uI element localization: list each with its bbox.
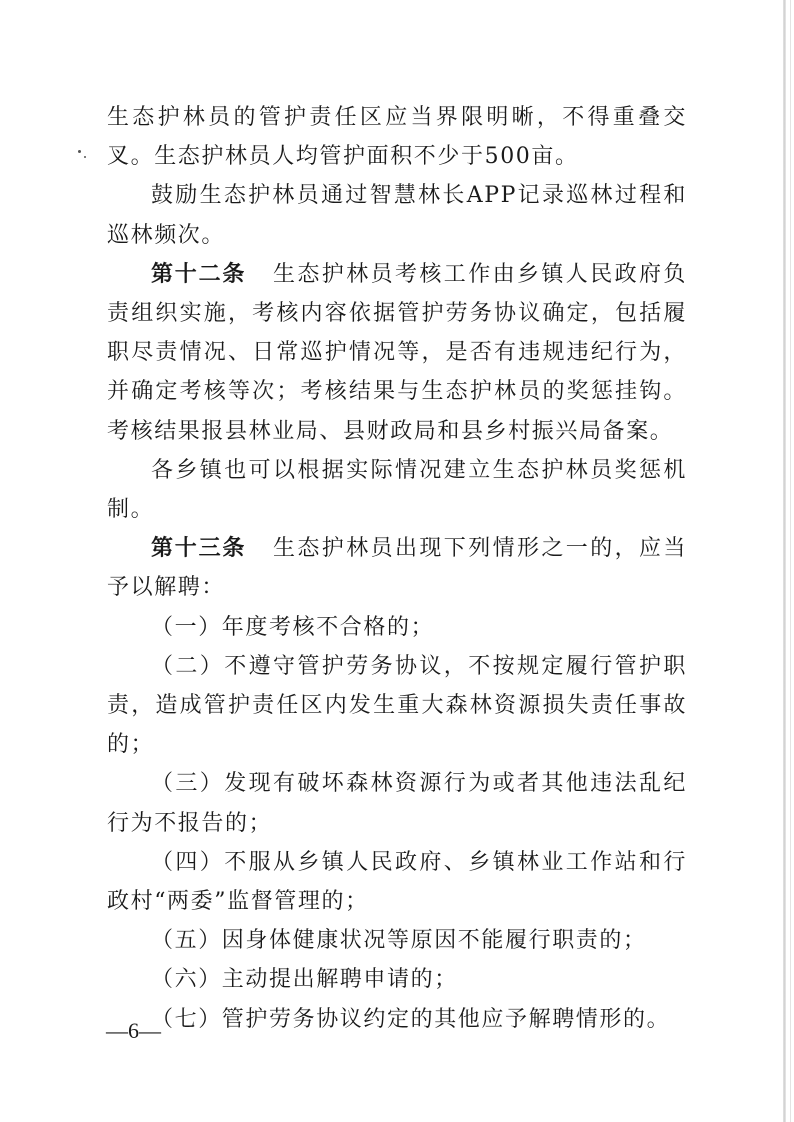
scan-edge-line bbox=[790, 0, 791, 1122]
article-13-heading: 第十三条 bbox=[151, 536, 247, 562]
list-item-1-text: （一）年度考核不合格的； bbox=[151, 614, 435, 640]
page-number: —6— bbox=[106, 1018, 161, 1043]
list-item-7 bbox=[107, 1000, 687, 1039]
article-13-text: 生态护林员出现下列情形之一的，应当予以解聘： bbox=[107, 536, 687, 601]
scan-speck bbox=[78, 150, 81, 153]
paragraph-4 bbox=[107, 451, 687, 529]
paragraph-2-text: 鼓励生态护林员通过智慧林长APP记录巡林过程和巡林频次。 bbox=[107, 183, 687, 248]
scan-speck bbox=[84, 156, 86, 158]
list-item-3 bbox=[107, 764, 687, 842]
list-item-6-text: （六）主动提出解聘申请的； bbox=[151, 967, 458, 993]
list-item-2 bbox=[107, 647, 687, 765]
article-13 bbox=[107, 529, 687, 607]
paragraph-2 bbox=[107, 176, 687, 254]
list-item-4 bbox=[107, 843, 687, 921]
list-item-2-text: （二）不遵守管护劳务协议，不按规定履行管护职责，造成管护责任区内发生重大森林资源损失责任事故的； bbox=[107, 653, 687, 758]
article-12-heading: 第十二条 bbox=[151, 261, 247, 287]
list-item-5-text: （五）因身体健康状况等原因不能履行职责的； bbox=[151, 928, 647, 954]
list-item-1 bbox=[107, 608, 687, 647]
paragraph-1 bbox=[107, 98, 687, 176]
list-item-6 bbox=[107, 960, 687, 999]
paragraph-1-text: 生态护林员的管护责任区应当界限明晰，不得重叠交叉。生态护林员人均管护面积不少于500亩。 bbox=[107, 105, 687, 170]
article-12-text: 生态护林员考核工作由乡镇人民政府负责组织实施，考核内容依据管护劳务协议确定，包括履职尽责情况、日常巡护情况等，是否有违规违纪行为，并确定考核等次；考核结果与生态护林员的奖惩挂钩。考核结果报县林业局、县财政局和县乡村振兴局备案。 bbox=[107, 261, 687, 444]
list-item-4-text: （四）不服从乡镇人民政府、乡镇林业工作站和行政村“两委”监督管理的； bbox=[107, 849, 687, 915]
scan-edge bbox=[783, 0, 786, 1122]
list-item-5 bbox=[107, 921, 687, 960]
list-item-7-text: （七）管护劳务协议约定的其他应予解聘情形的。 bbox=[151, 1006, 671, 1032]
article-12 bbox=[107, 255, 687, 451]
body-text bbox=[107, 98, 687, 1039]
paragraph-4-text: 各乡镇也可以根据实际情况建立生态护林员奖惩机制。 bbox=[107, 457, 687, 523]
list-item-3-text: （三）发现有破坏森林资源行为或者其他违法乱纪行为不报告的； bbox=[107, 771, 687, 836]
